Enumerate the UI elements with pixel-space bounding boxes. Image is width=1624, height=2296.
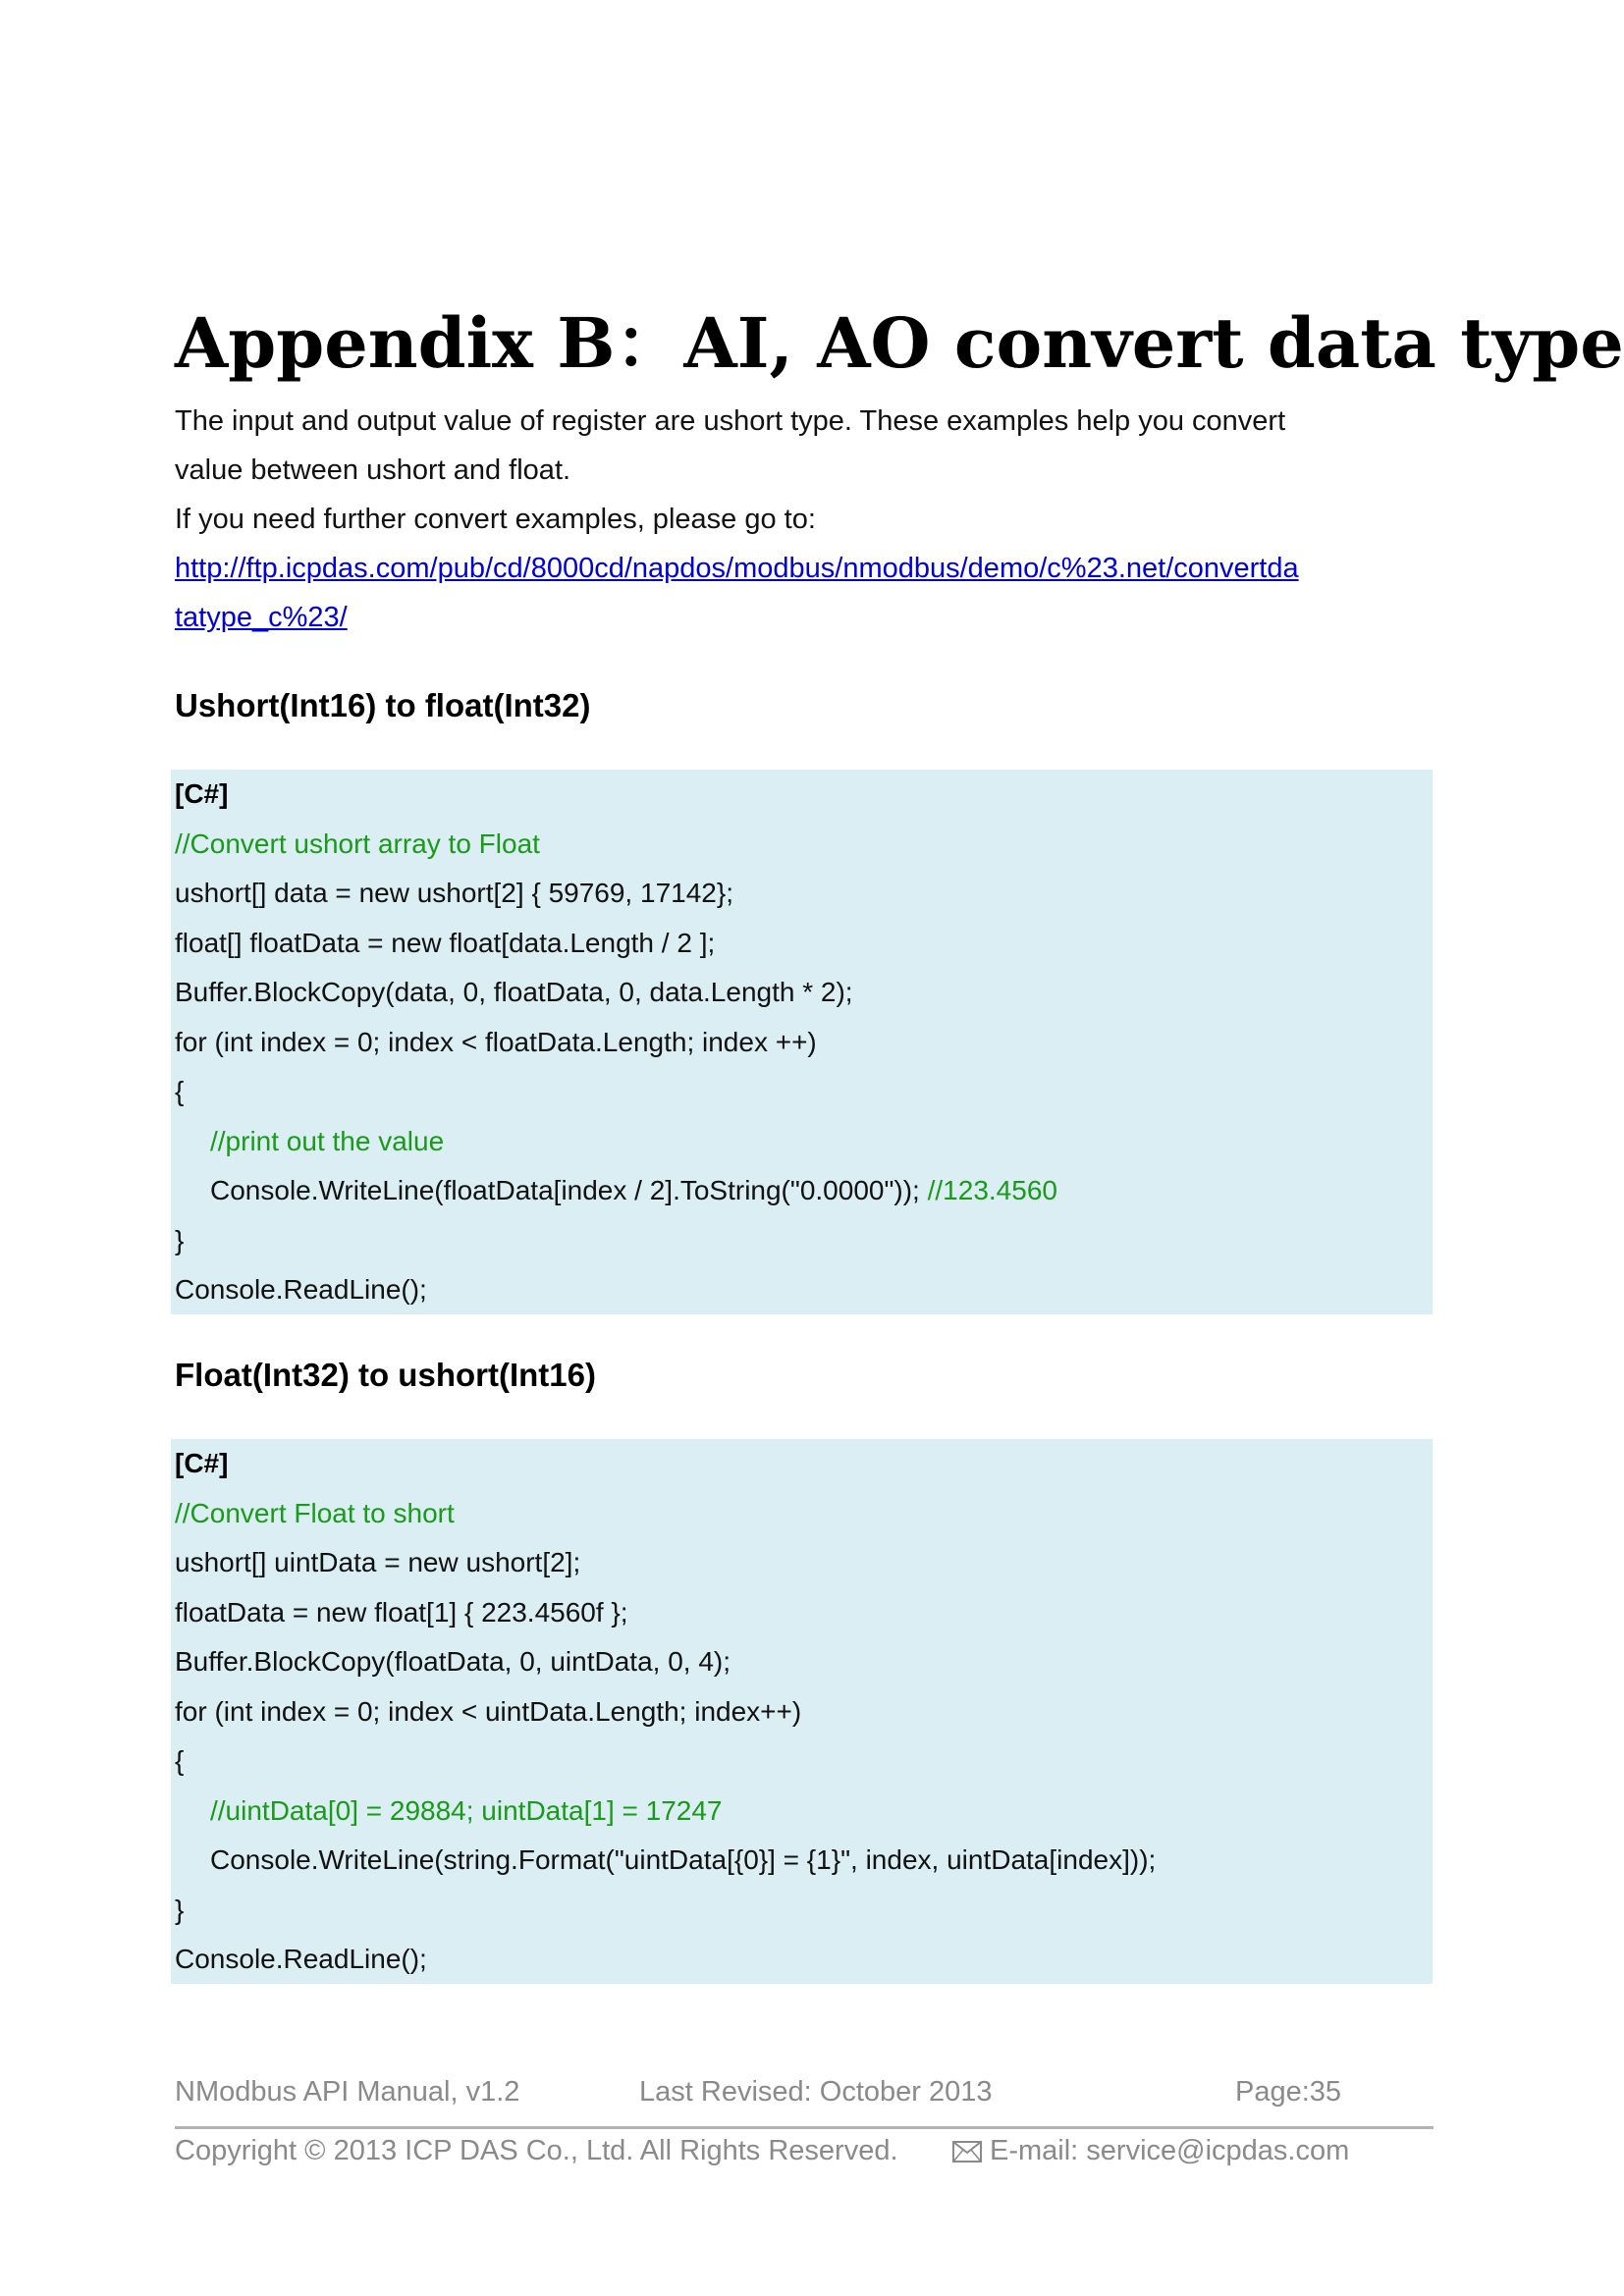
footer-last-revised: Last Revised: October 2013 xyxy=(639,2076,993,2108)
intro-line: value between ushort and float. xyxy=(175,454,571,486)
envelope-icon xyxy=(952,2141,982,2163)
code-block-ushort-to-float xyxy=(171,770,1433,1314)
intro-paragraph xyxy=(175,397,1441,642)
code-block-float-to-ushort xyxy=(171,1439,1433,1984)
code-line: for (int index = 0; index < floatData.Length; index ++) xyxy=(175,1026,817,1057)
code-line: { xyxy=(175,1745,185,1776)
code-comment: //print out the value xyxy=(210,1125,445,1156)
code-line xyxy=(175,1166,1433,1216)
code-line: float[] floatData = new float[data.Length / 2 ]; xyxy=(175,927,716,958)
footer-manual-name: NModbus API Manual, v1.2 xyxy=(175,2076,520,2108)
footer-email-text[interactable]: E-mail: service@icpdas.com xyxy=(990,2135,1350,2166)
code-comment: //Convert Float to short xyxy=(175,1497,455,1528)
code-language-tag: [C#] xyxy=(175,1448,229,1478)
footer-page-number: Page:35 xyxy=(1235,2076,1342,2108)
code-line: { xyxy=(175,1076,185,1106)
code-line: } xyxy=(175,1894,185,1925)
page-title: Appendix B：AI, AO convert data type xyxy=(175,301,1624,384)
code-statement: Console.WriteLine(floatData[index / 2].ToString("0.0000")); xyxy=(210,1175,928,1205)
code-line: Console.WriteLine(string.Format("uintData[{0}] = {1}", index, uintData[index])); xyxy=(210,1844,1157,1875)
code-line: Console.ReadLine(); xyxy=(175,1944,427,1974)
code-comment: //uintData[0] = 29884; uintData[1] = 17247 xyxy=(210,1794,723,1826)
intro-line: The input and output value of register are ushort type. These examples help you convert xyxy=(175,405,1286,437)
code-inline-comment: //123.4560 xyxy=(927,1175,1057,1205)
page-footer xyxy=(175,2069,1432,2114)
section-heading-ushort-to-float: Ushort(Int16) to float(Int32) xyxy=(175,687,591,723)
code-line: ushort[] uintData = new ushort[2]; xyxy=(175,1547,581,1577)
code-line: for (int index = 0; index < uintData.Length; index++) xyxy=(175,1695,802,1727)
intro-line: If you need further convert examples, please go to: xyxy=(175,504,816,535)
footer-email xyxy=(952,2128,1349,2173)
code-comment: //Convert ushort array to Float xyxy=(175,828,540,859)
code-line: Buffer.BlockCopy(floatData, 0, uintData, 0, 4); xyxy=(175,1646,731,1677)
code-line: Buffer.BlockCopy(data, 0, floatData, 0, data.Length * 2); xyxy=(175,977,853,1007)
convert-examples-link[interactable]: http://ftp.icpdas.com/pub/cd/8000cd/napdos/modbus/nmodbus/demo/c%23.net/convertda xyxy=(175,553,1299,584)
code-line: ushort[] data = new ushort[2] { 59769, 17142}; xyxy=(175,878,733,908)
code-line: } xyxy=(175,1224,185,1255)
section-heading-float-to-ushort: Float(Int32) to ushort(Int16) xyxy=(175,1357,596,1393)
code-line: Console.ReadLine(); xyxy=(175,1274,427,1305)
footer-copyright: Copyright © 2013 ICP DAS Co., Ltd. All Rights Reserved. xyxy=(175,2135,898,2166)
convert-examples-link-continued[interactable]: tatype_c%23/ xyxy=(175,602,348,633)
page-footer-copyright xyxy=(175,2128,1432,2173)
code-line: floatData = new float[1] { 223.4560f }; xyxy=(175,1596,628,1628)
code-language-tag: [C#] xyxy=(175,778,229,809)
